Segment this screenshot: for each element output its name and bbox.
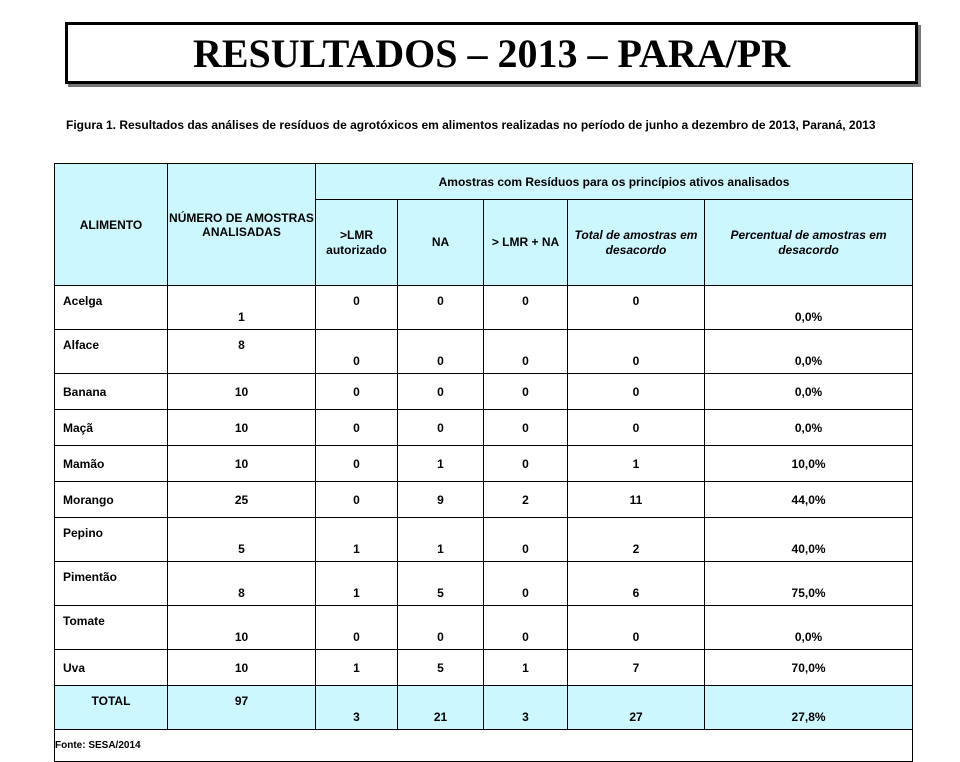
cell-percentual: 0,0%: [705, 286, 913, 330]
cell-lmr: 0: [316, 410, 398, 446]
cell-percentual: 70,0%: [705, 650, 913, 686]
cell-total: 1: [568, 446, 705, 482]
cell-numero: 5: [168, 518, 316, 562]
cell-lmr: 1: [316, 518, 398, 562]
header-lmr-na: > LMR + NA: [484, 200, 568, 286]
cell-na: 0: [398, 410, 484, 446]
cell-numero: 1: [168, 286, 316, 330]
cell-total: 0: [568, 286, 705, 330]
cell-na: 5: [398, 650, 484, 686]
cell-na: 0: [398, 330, 484, 374]
header-total-desacordo: Total de amostras em desacordo: [568, 200, 705, 286]
table-row: [55, 330, 913, 374]
table-row: [55, 482, 913, 518]
cell-lmr-na: 0: [484, 374, 568, 410]
cell-lmr-na: 1: [484, 650, 568, 686]
cell-lmr-na: 0: [484, 286, 568, 330]
cell-na: 9: [398, 482, 484, 518]
cell-percentual: 40,0%: [705, 518, 913, 562]
cell-total: 0: [568, 410, 705, 446]
cell-lmr-na: 2: [484, 482, 568, 518]
page-title: RESULTADOS – 2013 – PARA/PR: [192, 30, 791, 76]
cell-total: 0: [568, 330, 705, 374]
cell-percentual: 75,0%: [705, 562, 913, 606]
cell-na: 1: [398, 446, 484, 482]
cell-lmr: 1: [316, 562, 398, 606]
cell-alimento: Maçã: [55, 410, 168, 446]
source-note: Fonte: SESA/2014: [55, 730, 913, 762]
table-row: [55, 446, 913, 482]
cell-total: 0: [568, 374, 705, 410]
cell-total-na: 21: [398, 686, 484, 730]
header-lmr-autorizado: >LMR autorizado: [316, 200, 398, 286]
cell-na: 0: [398, 286, 484, 330]
table-row: [55, 650, 913, 686]
table-row: [55, 286, 913, 330]
cell-total: 0: [568, 606, 705, 650]
cell-lmr-na: 0: [484, 562, 568, 606]
table-row: [55, 518, 913, 562]
table-row: [55, 562, 913, 606]
cell-lmr-na: 0: [484, 410, 568, 446]
table-row: [55, 410, 913, 446]
cell-lmr: 1: [316, 650, 398, 686]
cell-lmr: 0: [316, 482, 398, 518]
cell-lmr: 0: [316, 286, 398, 330]
cell-numero: 10: [168, 446, 316, 482]
cell-lmr-na: 0: [484, 446, 568, 482]
cell-percentual: 10,0%: [705, 446, 913, 482]
cell-percentual: 0,0%: [705, 330, 913, 374]
cell-lmr-na: 0: [484, 330, 568, 374]
title-box: [65, 22, 918, 84]
cell-lmr: 0: [316, 446, 398, 482]
cell-na: 0: [398, 606, 484, 650]
cell-alimento: Acelga: [55, 286, 168, 330]
cell-alimento: Pimentão: [55, 562, 168, 606]
cell-percentual: 0,0%: [705, 606, 913, 650]
header-na: NA: [398, 200, 484, 286]
source-row: [55, 730, 913, 762]
figure-caption: Figura 1. Resultados das análises de resíduos de agrotóxicos em alimentos realizadas no período de junho a dezembro de 2013, Paraná, 2013: [66, 118, 876, 132]
cell-na: 1: [398, 518, 484, 562]
cell-numero: 8: [168, 330, 316, 374]
cell-total-lmr-na: 3: [484, 686, 568, 730]
header-alimento: ALIMENTO: [55, 164, 168, 286]
cell-lmr: 0: [316, 330, 398, 374]
cell-na: 5: [398, 562, 484, 606]
cell-percentual: 0,0%: [705, 410, 913, 446]
table-row: [55, 374, 913, 410]
cell-total-label: TOTAL: [55, 686, 168, 730]
cell-total: 11: [568, 482, 705, 518]
cell-alimento: Alface: [55, 330, 168, 374]
header-percentual-desacordo: Percentual de amostras em desacordo: [705, 200, 913, 286]
cell-alimento: Morango: [55, 482, 168, 518]
cell-numero: 8: [168, 562, 316, 606]
cell-lmr: 0: [316, 606, 398, 650]
cell-lmr-na: 0: [484, 518, 568, 562]
table-row: [55, 606, 913, 650]
cell-total: 6: [568, 562, 705, 606]
cell-alimento: Banana: [55, 374, 168, 410]
header-row-1: [55, 164, 913, 200]
cell-numero: 10: [168, 650, 316, 686]
cell-alimento: Tomate: [55, 606, 168, 650]
header-numero-amostras: NÚMERO DE AMOSTRAS ANALISADAS: [168, 164, 316, 286]
cell-total: 7: [568, 650, 705, 686]
cell-alimento: Mamão: [55, 446, 168, 482]
cell-total-numero: 97: [168, 686, 316, 730]
cell-alimento: Pepino: [55, 518, 168, 562]
cell-numero: 25: [168, 482, 316, 518]
total-row: [55, 686, 913, 730]
cell-lmr: 0: [316, 374, 398, 410]
cell-percentual: 44,0%: [705, 482, 913, 518]
cell-total-percentual: 27,8%: [705, 686, 913, 730]
cell-percentual: 0,0%: [705, 374, 913, 410]
cell-lmr-na: 0: [484, 606, 568, 650]
results-table: [54, 163, 913, 762]
cell-numero: 10: [168, 606, 316, 650]
cell-na: 0: [398, 374, 484, 410]
cell-alimento: Uva: [55, 650, 168, 686]
cell-total: 2: [568, 518, 705, 562]
cell-numero: 10: [168, 374, 316, 410]
header-amostras-residuos: Amostras com Resíduos para os princípios ativos analisados: [316, 164, 913, 200]
cell-total-lmr: 3: [316, 686, 398, 730]
cell-total-total: 27: [568, 686, 705, 730]
cell-numero: 10: [168, 410, 316, 446]
